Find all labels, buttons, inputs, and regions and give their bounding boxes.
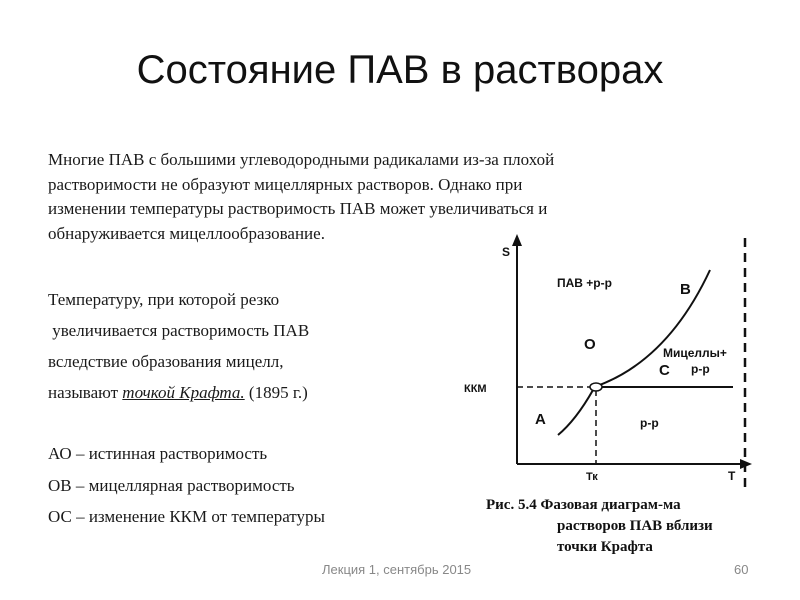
krafft-line-3: вследствие образования мицелл,	[48, 352, 284, 371]
region-upper-label: ПАВ +р-р	[557, 276, 612, 290]
slide-title: Состояние ПАВ в растворах	[136, 48, 664, 92]
footer-lecture: Лекция 1, сентябрь 2015	[322, 562, 472, 577]
tk-label: Тк	[586, 471, 598, 483]
curve-ao	[558, 390, 593, 435]
point-a-label: А	[535, 411, 546, 428]
krafft-prefix: называют	[48, 383, 123, 402]
intro-line-1: Многие ПАВ с большими углеводородными радикалами из-за плохой	[48, 150, 555, 169]
krafft-line-1: Температуру, при которой резко	[48, 290, 280, 309]
krafft-point-term: точкой Крафта.	[122, 383, 245, 402]
figure-caption-line-2: растворов ПАВ вблизи	[557, 518, 713, 534]
point-c-label: С	[659, 362, 670, 379]
figure-caption-line-1: Рис. 5.4 Фазовая диаграм-ма	[486, 497, 681, 513]
region-micelles-label-1: Мицеллы+	[663, 346, 727, 360]
legend-oc: ОС – изменение ККМ от температуры	[48, 507, 325, 526]
krafft-point-marker	[590, 383, 602, 391]
footer-page-number: 60	[734, 562, 749, 577]
figure-caption-line-3: точки Крафта	[557, 539, 653, 555]
intro-line-2: растворимости не образуют мицеллярных растворов. Однако при	[48, 174, 523, 194]
legend-ao: АО – истинная растворимость	[48, 444, 268, 463]
legend-ob: ОВ – мицеллярная растворимость	[48, 476, 295, 495]
intro-line-3: изменении температуры растворимость ПАВ может увеличиваться и	[48, 199, 548, 218]
krafft-line-2: увеличивается растворимость ПАВ	[48, 321, 310, 340]
y-axis-arrow	[512, 234, 522, 246]
point-b-label: В	[680, 281, 691, 298]
region-lower-label: р-р	[640, 416, 659, 430]
region-micelles-label-2: р-р	[691, 362, 710, 376]
x-axis-label: T	[728, 469, 736, 483]
krafft-line-4	[48, 383, 308, 403]
kkm-label: ККМ	[464, 383, 487, 395]
point-o-label: О	[584, 336, 596, 353]
intro-line-4: обнаруживается мицеллообразование.	[48, 223, 325, 243]
krafft-year: (1895 г.)	[244, 383, 308, 402]
y-axis-label: S	[502, 245, 511, 259]
phase-diagram	[458, 230, 758, 490]
